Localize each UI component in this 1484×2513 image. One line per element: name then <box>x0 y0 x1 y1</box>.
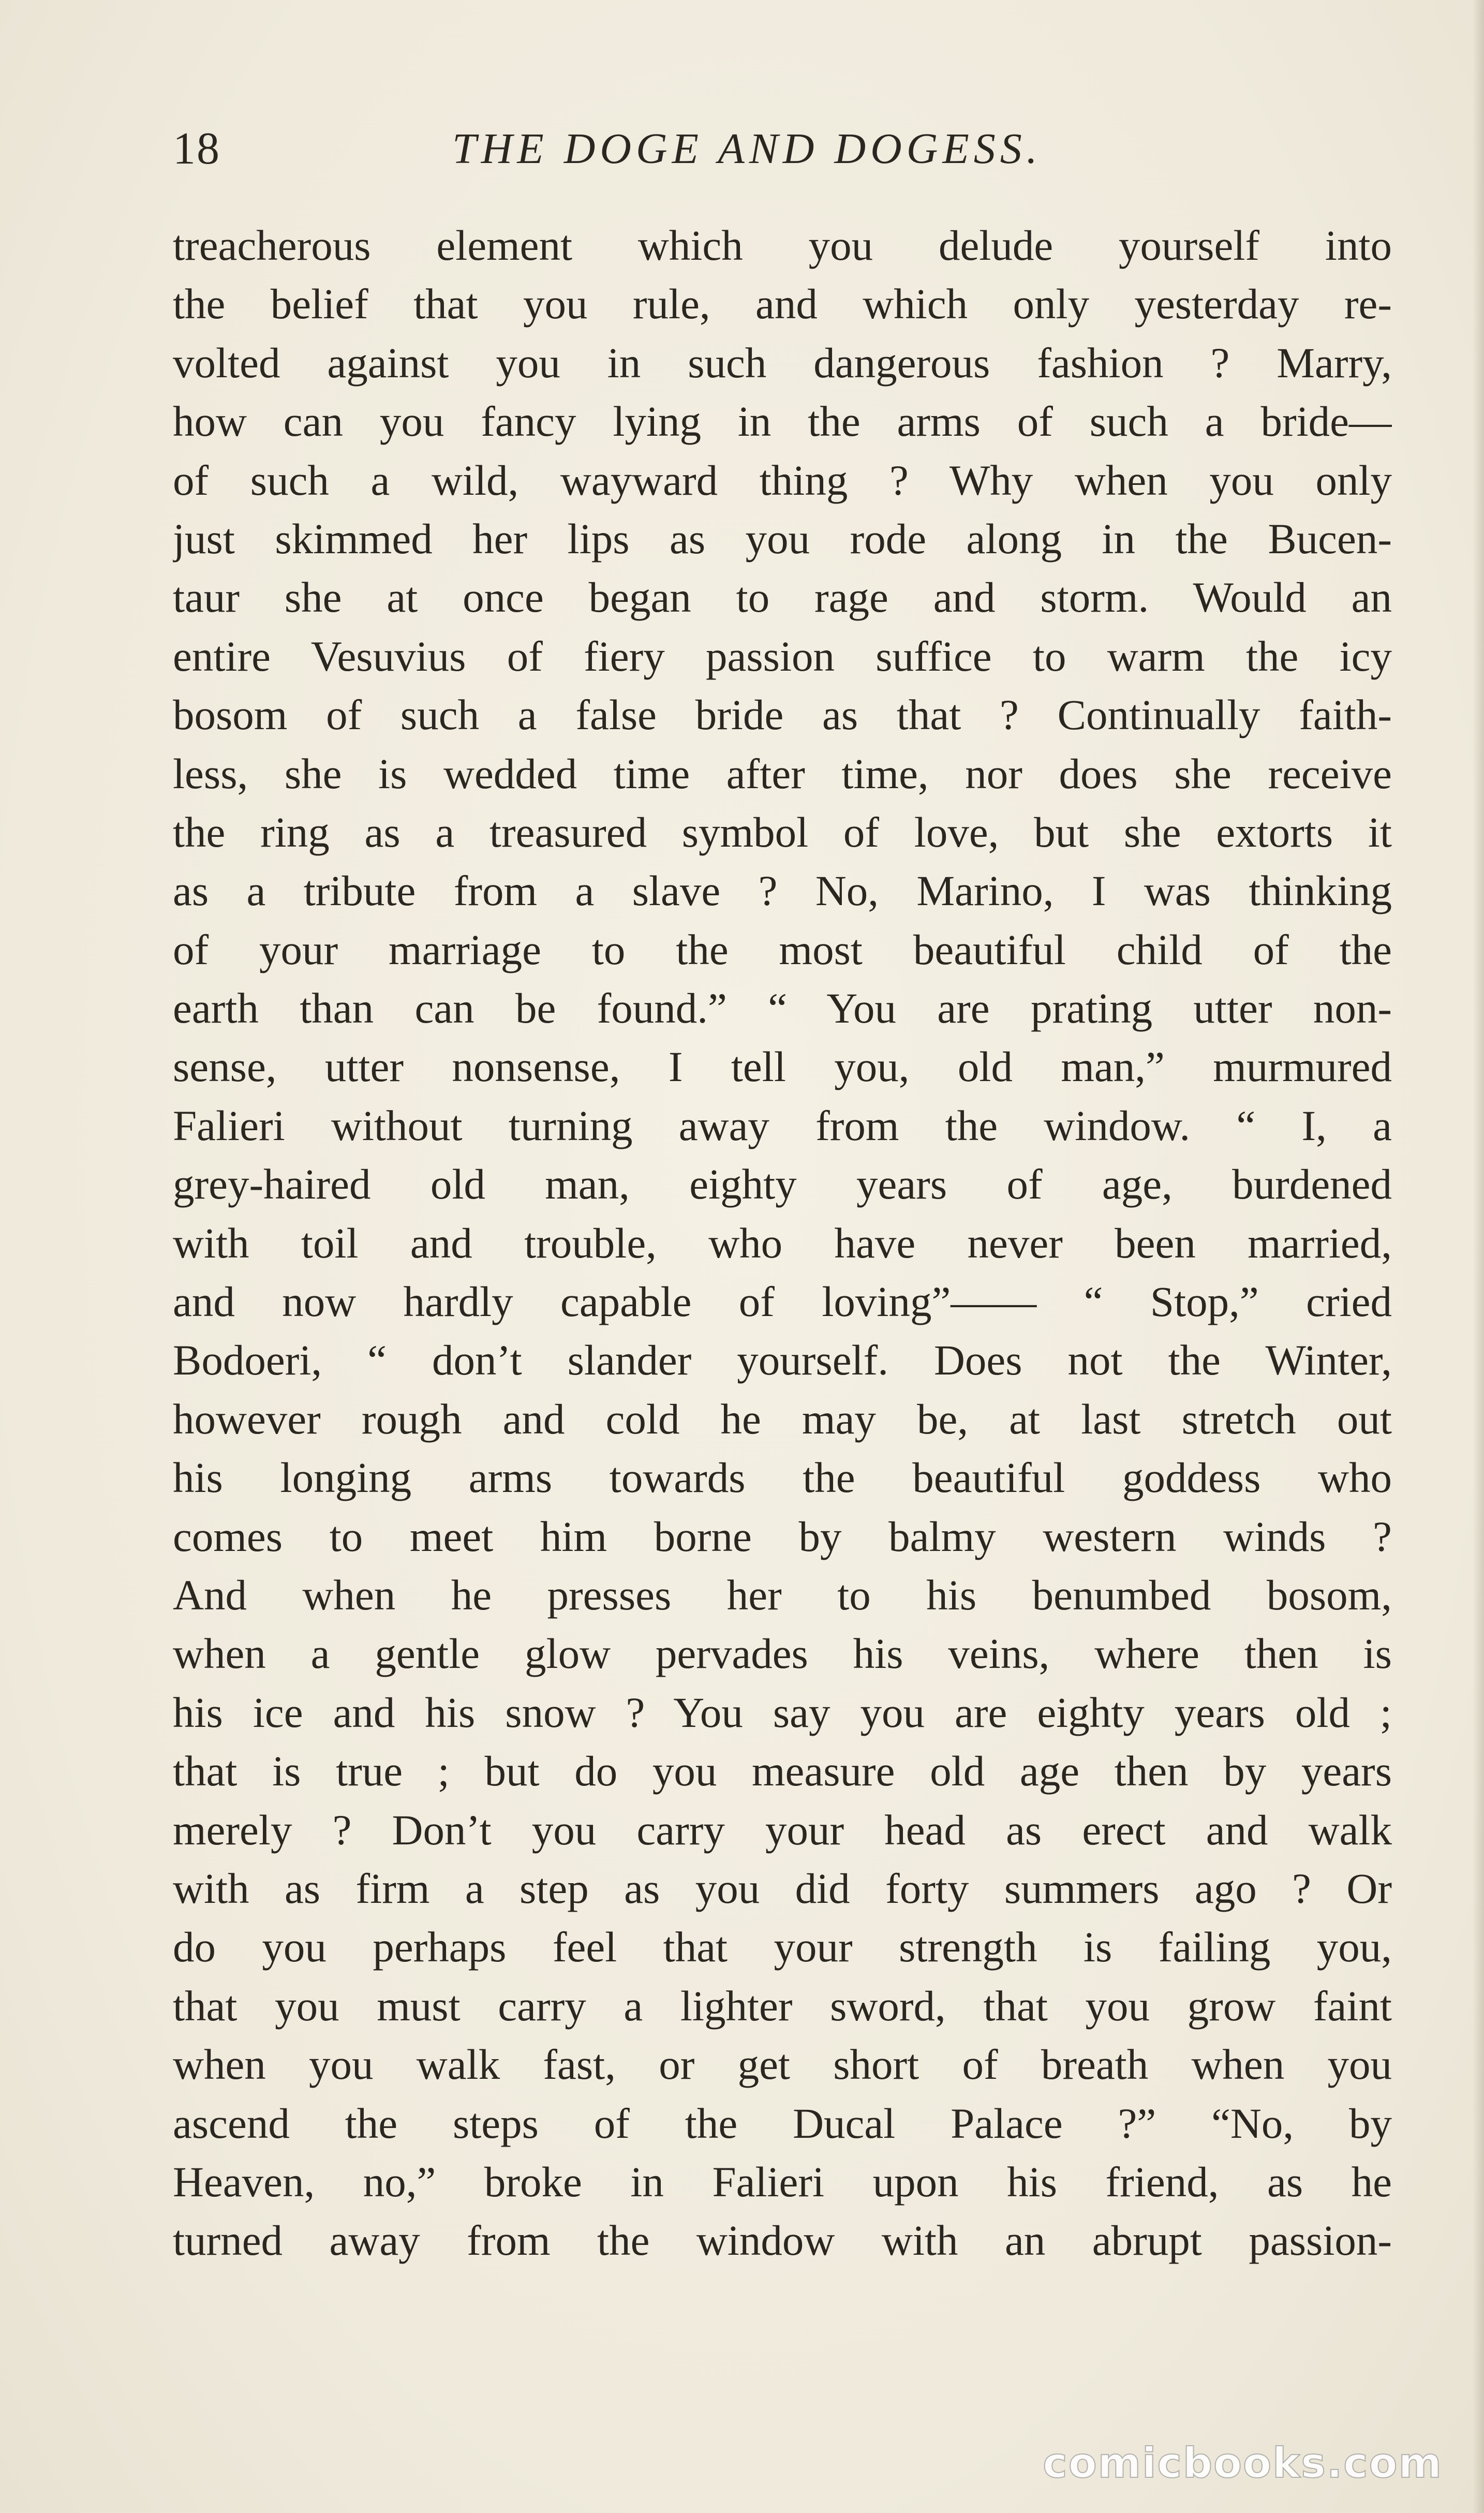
text-line: the belief that you rule, and which only yesterday re- <box>173 280 1392 328</box>
running-title: THE DOGE AND DOGESS. <box>452 125 1042 173</box>
text-line: comes to meet him borne by balmy western winds ? <box>173 1512 1392 1560</box>
text-line: when you walk fast, or get short of breath when you <box>173 2041 1392 2089</box>
text-line: as a tribute from a slave ? No, Marino, I was thinking <box>173 867 1392 915</box>
text-line: and now hardly capable of loving”—— “ Stop,” cried <box>173 1278 1392 1326</box>
text-line: when a gentle glow pervades his veins, where then is <box>173 1630 1392 1678</box>
text-line: ascend the steps of the Ducal Palace ?” “No, by <box>173 2099 1392 2147</box>
text-line: however rough and cold he may be, at last stretch out <box>173 1395 1392 1443</box>
text-line: Falieri without turning away from the window. “ I, a <box>173 1101 1392 1149</box>
text-line: bosom of such a false bride as that ? Continually faith- <box>173 691 1392 739</box>
text-line: taur she at once began to rage and storm. Would an <box>173 573 1392 622</box>
text-line: sense, utter nonsense, I tell you, old man,” murmured <box>173 1043 1392 1091</box>
running-head <box>173 118 1392 180</box>
text-line: the ring as a treasured symbol of love, but she extorts it <box>173 808 1392 856</box>
text-line: of your marriage to the most beautiful child of the <box>173 925 1392 973</box>
text-line: merely ? Don’t you carry your head as erect and walk <box>173 1806 1392 1854</box>
text-line: volted against you in such dangerous fashion ? Marry, <box>173 338 1392 387</box>
text-line: that you must carry a lighter sword, that you grow faint <box>173 1982 1392 2030</box>
text-line: Heaven, no,” broke in Falieri upon his friend, as he <box>173 2157 1392 2206</box>
text-line: just skimmed her lips as you rode along in the Bucen- <box>173 514 1392 563</box>
text-line: his longing arms towards the beautiful goddess who <box>173 1454 1392 1502</box>
page-number: 18 <box>173 124 220 174</box>
text-line: And when he presses her to his benumbed bosom, <box>173 1571 1392 1619</box>
watermark: comicbooks.com <box>1043 2439 1443 2487</box>
text-line: less, she is wedded time after time, nor does she receive <box>173 749 1392 797</box>
text-line: his ice and his snow ? You say you are eighty years old ; <box>173 1688 1392 1736</box>
text-line: do you perhaps feel that your strength is failing you, <box>173 1923 1392 1971</box>
text-line: Bodoeri, “ don’t slander yourself. Does not the Winter, <box>173 1336 1392 1384</box>
text-line: of such a wild, wayward thing ? Why when you only <box>173 456 1392 504</box>
text-line: with toil and trouble, who have never been married, <box>173 1219 1392 1267</box>
text-line: with as firm a step as you did forty summers ago ? Or <box>173 1864 1392 1912</box>
text-line: earth than can be found.” “ You are prating utter non- <box>173 984 1392 1032</box>
text-line: how can you fancy lying in the arms of such a bride— <box>173 397 1392 446</box>
text-line: entire Vesuvius of fiery passion suffice to warm the icy <box>173 632 1392 680</box>
body-text <box>173 216 1392 2270</box>
text-line: that is true ; but do you measure old age then by years <box>173 1747 1392 1795</box>
text-line: turned away from the window with an abrupt passion- <box>173 2216 1392 2265</box>
text-line: grey-haired old man, eighty years of age, burdened <box>173 1160 1392 1208</box>
text-line: treacherous element which you delude yourself into <box>173 221 1392 269</box>
page-edge-shadow <box>1473 0 1484 2513</box>
